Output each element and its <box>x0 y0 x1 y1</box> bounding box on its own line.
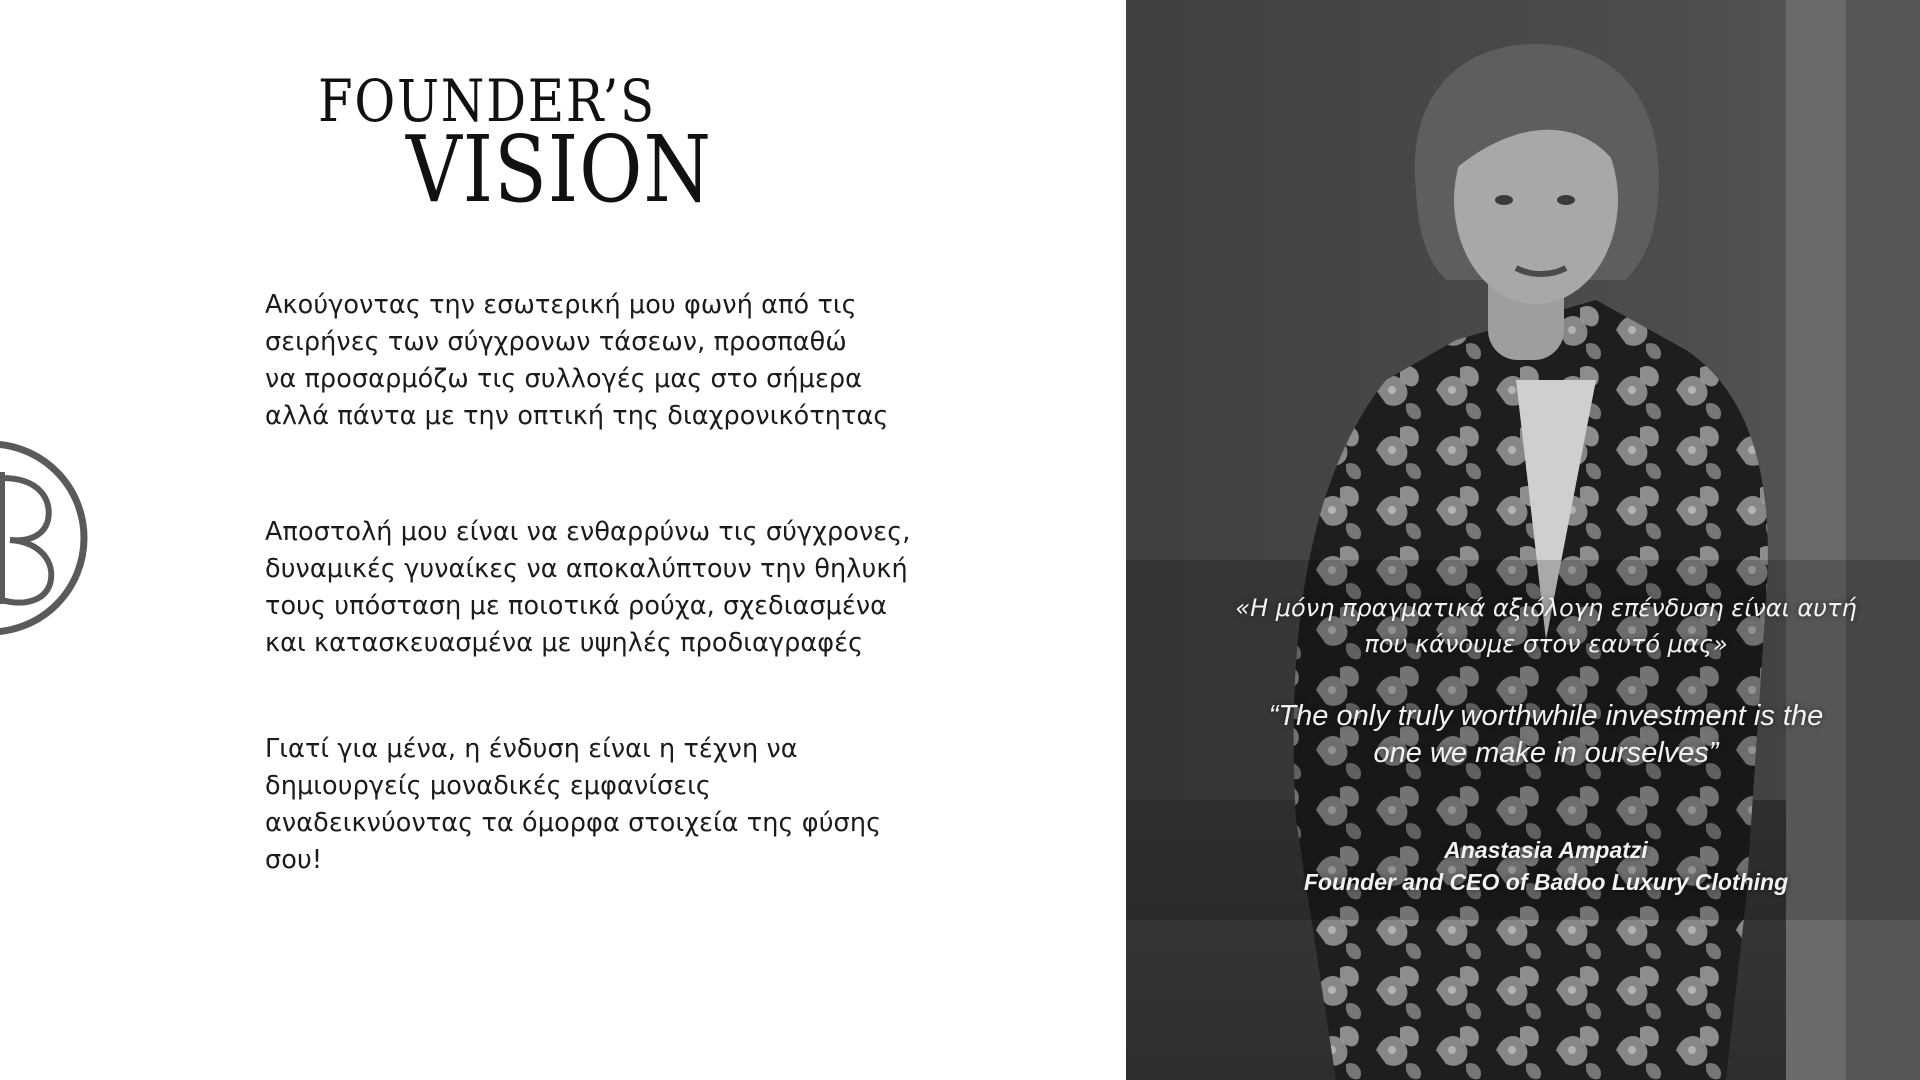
paragraph-line: τους υπόσταση με ποιοτικά ρούχα, σχεδιασμένα <box>265 591 888 621</box>
paragraph-line: Ακούγοντας την εσωτερική μου φωνή από τις <box>265 290 857 320</box>
founder-photo-panel <box>1126 0 1920 1080</box>
paragraph-line: και κατασκευασμένα με υψηλές προδιαγραφές <box>265 628 864 658</box>
paragraph-line: αναδεικνύοντας τα όμορφα στοιχεία της φύσης <box>265 808 882 838</box>
paragraph-line: αλλά πάντα με την οπτική της διαχρονικότητας <box>265 401 889 431</box>
page-title <box>318 67 738 223</box>
quote-line: που κάνουμε στον εαυτό μας» <box>1364 630 1728 658</box>
badoo-monogram-icon <box>0 438 90 638</box>
greek-quote <box>1166 590 1920 662</box>
vision-paragraph <box>265 287 925 435</box>
english-quote <box>1166 698 1920 772</box>
signature-role: Founder and CEO of Badoo Luxury Clothing <box>1303 869 1789 895</box>
signature-name: Anastasia Ampatzi <box>1444 837 1648 863</box>
quote-line: one we make in ourselves” <box>1373 737 1719 769</box>
paragraph-line: σειρήνες των σύγχρονων τάσεων, προσπαθώ <box>265 327 847 357</box>
philosophy-paragraph <box>265 731 925 879</box>
signature <box>1166 834 1920 898</box>
mission-paragraph <box>265 514 925 662</box>
founder-portrait-icon <box>1126 0 1920 1080</box>
paragraph-line: δυναμικές γυναίκες να αποκαλύπτουν την θηλυκή <box>265 554 908 584</box>
title-line-founders: FOUNDER’S <box>318 67 656 135</box>
paragraph-line: δημιουργείς μοναδικές εμφανίσεις <box>265 771 711 801</box>
quote-line: «Η μόνη πραγματικά αξιόλογη επένδυση είναι αυτή <box>1235 594 1857 622</box>
paragraph-line: να προσαρμόζω τις συλλογές μας στο σήμερα <box>265 364 863 394</box>
title-line-vision: VISION <box>406 116 712 223</box>
paragraph-line: Αποστολή μου είναι να ενθαρρύνω τις σύγχρονες, <box>265 517 911 547</box>
paragraph-line: σου! <box>265 845 323 875</box>
quote-line: “The only truly worthwhile investment is the <box>1268 700 1824 732</box>
paragraph-line: Γιατί για μένα, η ένδυση είναι η τέχνη να <box>265 734 798 764</box>
